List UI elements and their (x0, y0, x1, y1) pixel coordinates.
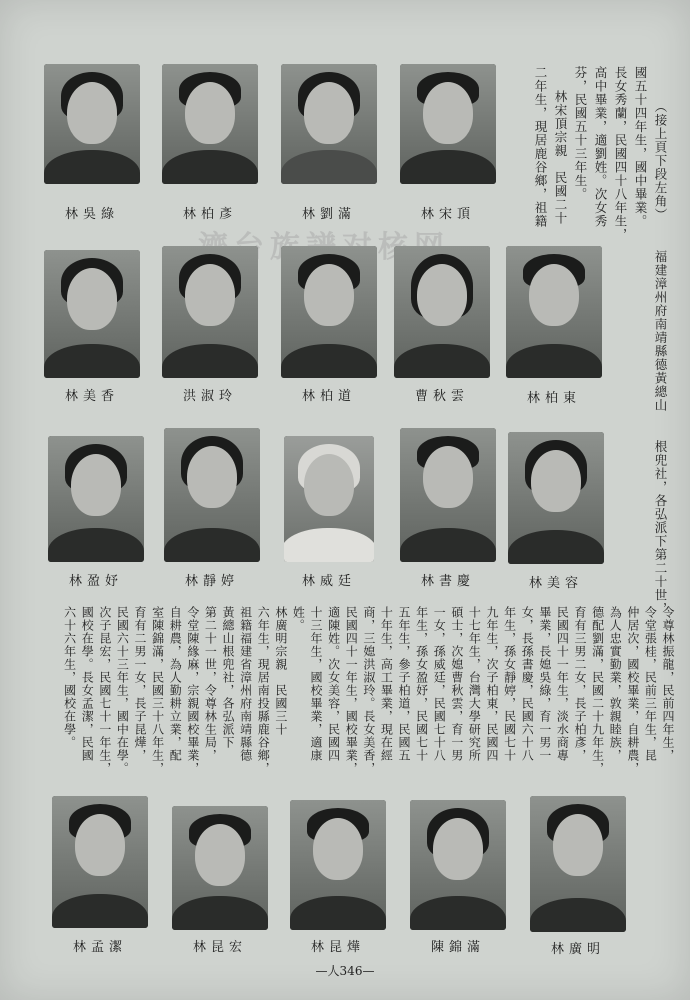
text-column: 民國四十一年生，國校畢業， (344, 606, 359, 775)
text-column: 黃總山根兜社，各弘派下 (221, 606, 235, 749)
portrait-photo (530, 796, 626, 932)
text-column: 育有二男一女，長子昆燁， (133, 606, 147, 762)
portrait-caption: 林威廷 (301, 574, 356, 589)
text-column: （接上頁下段左角） (653, 100, 668, 222)
text-column: 一女，孫威廷，民國七十八 (432, 606, 447, 762)
portrait-caption: 林書慶 (420, 574, 475, 589)
portrait-photo (284, 436, 374, 562)
text-column: 九年生，次子柏東，民國四 (485, 606, 499, 762)
text-column: 姓。 (291, 606, 306, 632)
text-column: 碩士，次媳曹秋雲，育一男 (449, 606, 464, 762)
top-right-text-block (520, 66, 670, 266)
text-column: 國校在學。長女孟潔，民國 (80, 606, 95, 762)
text-column: 長女秀蘭，民國四十八年生， (613, 66, 628, 242)
text-column: 適陳姓。次女美容，民國四 (326, 606, 341, 762)
text-column: 十年生，高工畢業，現在經 (379, 606, 394, 762)
portrait-caption: 林宋頂 (420, 207, 475, 222)
text-column: 福建漳州府南靖縣德黃總山 (653, 250, 668, 412)
page-number: —人346— (315, 964, 375, 978)
biography-text-block (44, 606, 676, 786)
text-column: 十七年生，台灣大學研究所 (467, 606, 482, 762)
portrait-photo (506, 246, 602, 378)
text-column: 高中畢業，適劉姓。次女秀 (593, 66, 608, 228)
text-column: 六十六年生，國校在學。 (62, 606, 77, 749)
text-column: 室陳錦滿，民國三十八年生， (150, 606, 165, 775)
portrait-photo (290, 800, 386, 930)
portrait-caption: 洪淑玲 (182, 389, 237, 404)
portrait-photo (164, 428, 260, 562)
text-column: 育有三男二女，長子柏彥， (573, 606, 587, 762)
text-column: 令堂張桂，民前三年生，昆 (643, 606, 658, 762)
text-column: 仲居次，國校畢業，自耕農， (625, 606, 640, 775)
portrait-caption: 林孟潔 (72, 940, 127, 955)
portrait-caption: 林美容 (528, 576, 583, 591)
text-column: 林宋頂宗親 民國二十 (553, 90, 568, 225)
text-column: 林廣明宗親 民國三十 (273, 606, 288, 736)
text-column: 女，長孫書慶，民國六十八 (520, 606, 535, 762)
portrait-caption: 曹秋雲 (414, 389, 469, 404)
portrait-photo (281, 246, 377, 378)
portrait-caption: 林柏彥 (182, 207, 237, 222)
text-column: 國五十四年生，國中畢業。 (633, 66, 648, 228)
text-column: 五年生，參子柏道，民國五 (397, 606, 411, 762)
portrait-caption: 林靜婷 (184, 574, 239, 589)
portrait-photo (48, 436, 144, 562)
text-column: 二年生，現居鹿谷鄉，祖籍 (533, 66, 548, 228)
portrait-caption: 林柏東 (526, 391, 581, 406)
portrait-caption: 林昆燁 (310, 940, 365, 955)
portrait-photo (44, 64, 140, 184)
text-column: 六年生，現居南投縣鹿谷鄉， (256, 606, 271, 775)
text-column: 根兜社，各弘派下第二十世， (653, 440, 668, 616)
portrait-photo (400, 64, 496, 184)
portrait-caption: 陳錦滿 (430, 940, 485, 955)
text-column: 令堂陳緣麻，宗親國校畢業， (185, 606, 200, 775)
portrait-caption: 林廣明 (550, 942, 605, 957)
text-column: 第二十一世，令尊林生局， (203, 606, 218, 762)
text-column: 年生，孫女盈妤，民國七十 (414, 606, 429, 762)
text-column: 為人忠實勤業，敦親睦族， (608, 606, 623, 762)
text-column: 畢業，長媳吳綠，育一男一 (537, 606, 552, 762)
text-column: 民國四十一年生，淡水商專 (555, 606, 570, 762)
portrait-photo (281, 64, 377, 184)
text-column: 祖籍福建省漳州府南靖縣德 (238, 606, 253, 762)
portrait-caption: 林吳綠 (64, 207, 119, 222)
text-column: 令尊林振龍，民前四年生， (661, 606, 675, 762)
text-column: 民國六十三年生，國中在學。 (115, 606, 130, 775)
portrait-photo (172, 806, 268, 930)
text-column: 十三年生，國校畢業，適康 (309, 606, 323, 762)
text-column: 德配劉滿，民國二十九年生， (590, 606, 605, 775)
text-column: 商，三媳洪淑玲。長女美香， (361, 606, 376, 775)
portrait-photo (44, 250, 140, 378)
portrait-photo (162, 246, 258, 378)
portrait-caption: 林昆宏 (192, 940, 247, 955)
portrait-photo (52, 796, 148, 928)
portrait-caption: 林柏道 (301, 389, 356, 404)
portrait-photo (410, 800, 506, 930)
portrait-photo (400, 428, 496, 562)
portrait-caption: 林美香 (64, 389, 119, 404)
portrait-photo (394, 246, 490, 378)
portrait-caption: 林劉滿 (301, 207, 356, 222)
text-column: 年生，孫女靜婷，民國七十 (502, 606, 517, 762)
text-column: 自耕農，為人勤耕立業，配 (168, 606, 183, 762)
portrait-caption: 林盈妤 (68, 574, 123, 589)
portrait-photo (162, 64, 258, 184)
text-column: 芬，民國五十三年生。 (573, 66, 588, 201)
text-column: 次子昆宏，民國七十一年生， (97, 606, 112, 775)
portrait-photo (508, 432, 604, 564)
